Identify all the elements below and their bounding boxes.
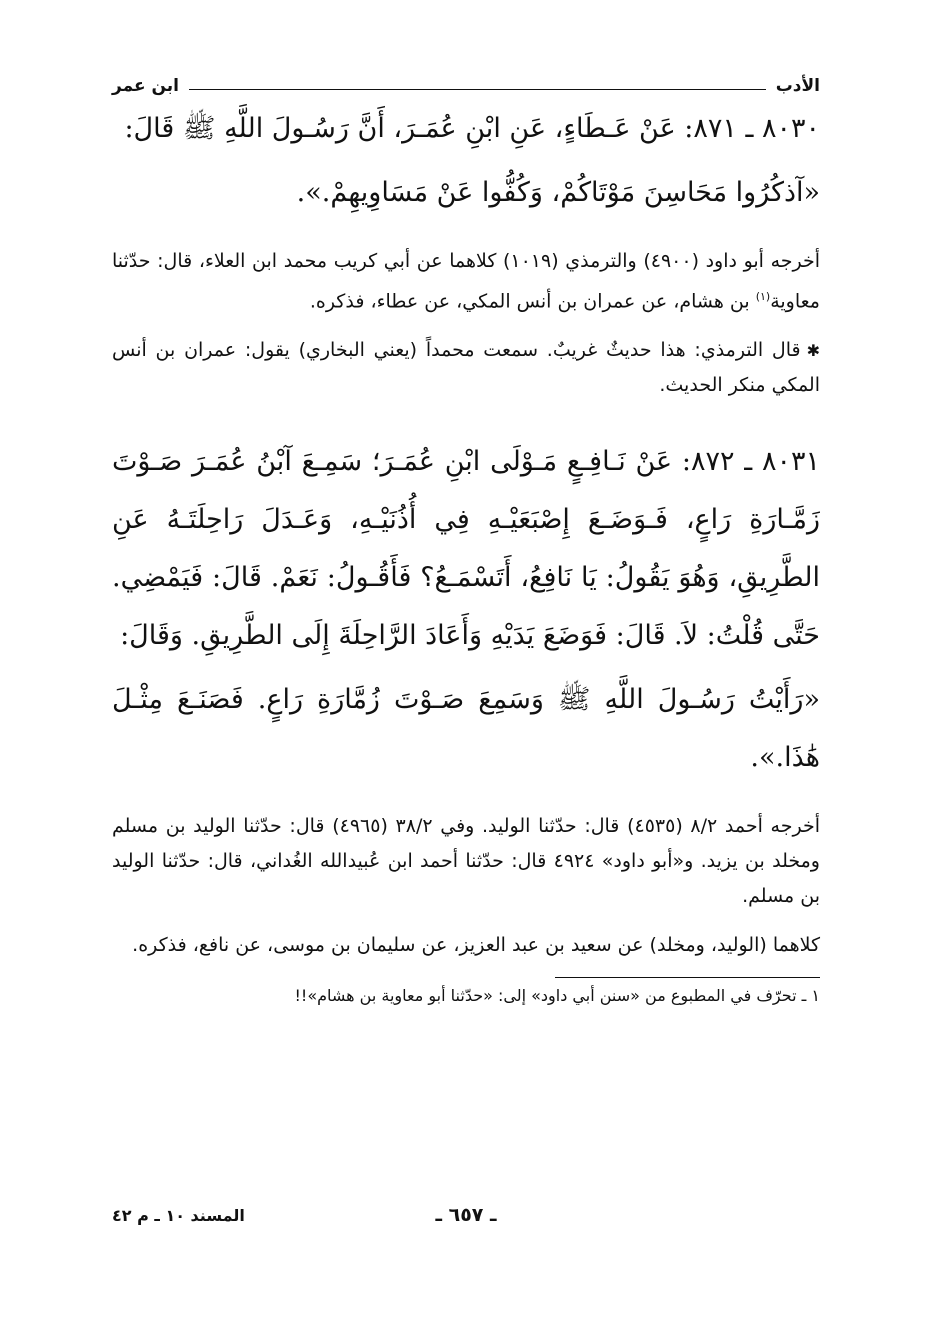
star-icon: ✱ bbox=[806, 341, 820, 361]
hadith-871-note bbox=[112, 333, 820, 403]
narrator-title: ابن عمر bbox=[112, 76, 180, 96]
footnote-ref: (١) bbox=[755, 290, 771, 303]
running-header bbox=[112, 64, 820, 96]
takhrij-871-part2: بن هشام، عن عمران بن أنس المكي، عن عطاء، فذكره. bbox=[309, 290, 756, 313]
page-footer bbox=[112, 1204, 820, 1234]
chapter-title: الأدب bbox=[775, 76, 820, 96]
hadith-872-text: «رَأَيْتُ رَسُـولَ اللَّهِ ﷺ وَسَمِعَ صَـوْتَ زُمَّارَةِ رَاعٍ. فَصَنَـعَ مِثْـلَ هَٰذَا.». bbox=[112, 684, 820, 774]
hadith-871-takhrij bbox=[112, 244, 820, 319]
header-rule bbox=[189, 89, 766, 90]
printer-signature: المسند ١٠ ـ م ٤٢ bbox=[112, 1206, 245, 1225]
book-page bbox=[112, 64, 820, 1264]
takhrij-871-part1: أخرجه أبو داود (٤٩٠٠) والترمذي (١٠١٩) كلاهما عن أبي كريب محمد ابن العلاء، قال: حدّثنا معاوية bbox=[112, 250, 821, 313]
hadith-871-intro: ٨٠٣٠ ـ ٨٧١: عَنْ عَـطَاءٍ، عَنِ ابْنِ عُمَـرَ، أَنَّ رَسُـولَ اللَّهِ ﷺ قَالَ: bbox=[124, 113, 820, 144]
hadith-872-takhrij-2: كلاهما (الوليد، ومخلد) عن سعيد بن عبد العزيز، عن سليمان بن موسى، عن نافع، فذكره. bbox=[132, 934, 820, 957]
hadith-872-intro: ٨٠٣١ ـ ٨٧٢: عَنْ نَـافِـعٍ مَـوْلَى ابْنِ عُمَـرَ؛ سَمِـعَ آبْنُ عُمَـرَ صَـوْتَ زَمَّـارَةِ رَاعٍ، فَـوَضَـعَ إِصْبَعَيْـهِ فِي أُذُنَيْـهِ، وَعَـدَلَ رَاحِلَتَـهُ عَنِ الطَّرِيقِ، وَهُوَ يَقُولُ: يَا نَافِعُ، أَتَسْمَـعُ؟ فَأَقُـولُ: نَعَمْ. قَالَ: فَيَمْضِي. حَتَّى قُلْتُ: لاَ. قَالَ: فَوَضَعَ يَدَيْهِ وَأَعَادَ الرَّاحِلَةَ إِلَى الطَّرِيقِ. وَقَالَ: bbox=[112, 446, 821, 652]
footnote-1: ١ ـ تحرّف في المطبوع من «سنن أبي داود» إلى: «حدّثنا أبو معاوية بن هشام»!! bbox=[294, 986, 820, 1006]
footnote-rule bbox=[555, 977, 820, 978]
page-number: ـ ٦٥٧ ـ bbox=[435, 1204, 497, 1226]
tirmidhi-comment: قال الترمذي: هذا حديثٌ غريبٌ. سمعت محمداً (يعني البخاري) يقول: عمران بن أنس المكي منكر الحديث. bbox=[112, 339, 820, 397]
hadith-872-takhrij: أخرجه أحمد ٨/٢ (٤٥٣٥) قال: حدّثنا الوليد. وفي ٣٨/٢ (٤٩٦٥) قال: حدّثنا الوليد بن مسلم ومخلد بن يزيد. و«أبو داود» ٤٩٢٤ قال: حدّثنا أحمد ابن عُبيدالله الغُداني، قال: حدّثنا الوليد بن مسلم. bbox=[112, 815, 820, 908]
hadith-871-text: «آذكُرُوا مَحَاسِنَ مَوْتَاكُمْ، وَكُفُّوا عَنْ مَسَاوِيهِمْ.». bbox=[296, 177, 820, 208]
